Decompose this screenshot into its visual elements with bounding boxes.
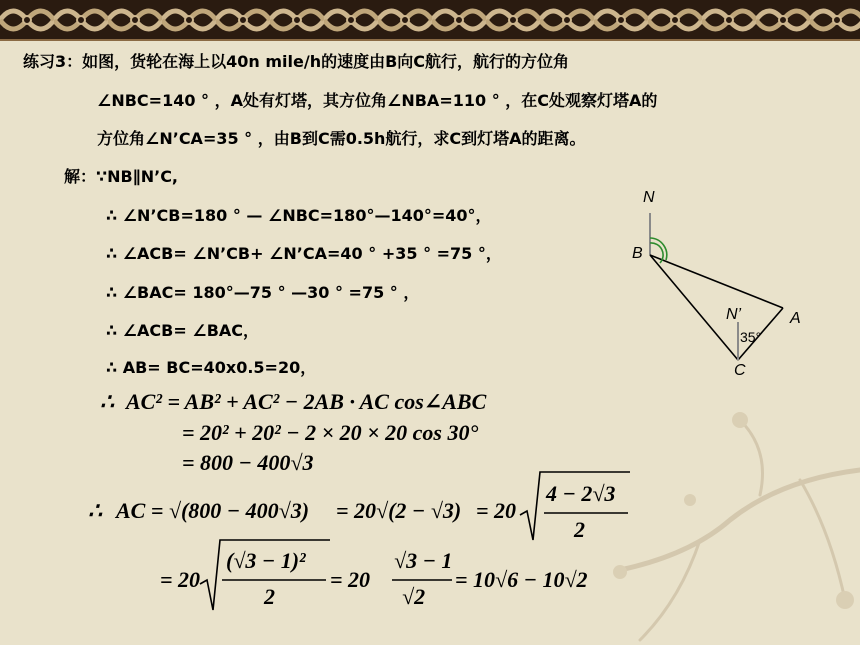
formula-final-denominator-2: √2 xyxy=(402,584,426,609)
solution-step-6: ∴ AB= BC=40x0.5=20， xyxy=(106,358,317,377)
segment-BA xyxy=(650,255,783,308)
formula-ac-sqrt: AC = √(800 − 400√3) xyxy=(116,498,310,523)
problem-line-3: 方位角∠N’CA=35 ° ，由B到C需0.5h航行，求C到灯塔A的距离。 xyxy=(97,129,586,148)
angle-label-35: 35° xyxy=(740,329,762,345)
formula-ac-fraction-lead: = 20 xyxy=(476,498,517,523)
problem-line-1: 练习3：如图，货轮在海上以40n mile/h的速度由B向C航行，航行的方位角 xyxy=(23,52,570,71)
point-label-N-prime: N’ xyxy=(726,306,742,323)
formula-final-numerator: (√3 − 1)² xyxy=(226,548,306,573)
formula-final-lead: = 20 xyxy=(160,567,201,592)
formula-ac-fraction-denominator: 2 xyxy=(574,517,585,542)
problem-line-2: ∠NBC=140 ° ，A处有灯塔，其方位角∠NBA=110 ° ，在C处观察灯塔A的 xyxy=(97,91,658,110)
formula-final-numerator-2: √3 − 1 xyxy=(394,548,453,573)
therefore-symbol-1: ∴ xyxy=(100,389,114,414)
segment-BC xyxy=(650,255,738,360)
point-label-C: C xyxy=(734,362,746,379)
formula-final-result: = 10√6 − 10√2 xyxy=(455,567,588,592)
point-label-A: A xyxy=(790,310,801,327)
point-label-B: B xyxy=(632,245,643,262)
solution-step-3: ∴ ∠ACB= ∠N’CB+ ∠N’CA=40 ° +35 ° =75 °， xyxy=(106,244,502,263)
formula-final-lead-2: = 20 xyxy=(330,567,371,592)
formula-final-denominator: 2 xyxy=(264,584,275,609)
therefore-symbol-2: ∴ xyxy=(88,498,102,523)
formula-substitution: = 20² + 20² − 2 × 20 × 20 cos 30° xyxy=(182,420,479,445)
formula-ac-factored: = 20√(2 − √3) xyxy=(336,498,462,523)
solution-step-2: ∴ ∠N’CB=180 ° — ∠NBC=180°—140°=40°， xyxy=(106,206,492,225)
formula-law-of-cosines: AC² = AB² + AC² − 2AB · AC cos∠ABC xyxy=(126,389,487,414)
solution-step-5: ∴ ∠ACB= ∠BAC， xyxy=(106,321,260,340)
formula-simplified: = 800 − 400√3 xyxy=(182,450,314,475)
solution-step-4: ∴ ∠BAC= 180°—75 ° —30 ° =75 ° ， xyxy=(106,283,420,302)
solution-step-1: 解：∵NB∥N’C, xyxy=(64,167,179,186)
formula-ac-fraction-numerator: 4 − 2√3 xyxy=(546,481,616,506)
point-label-N: N xyxy=(643,189,655,206)
